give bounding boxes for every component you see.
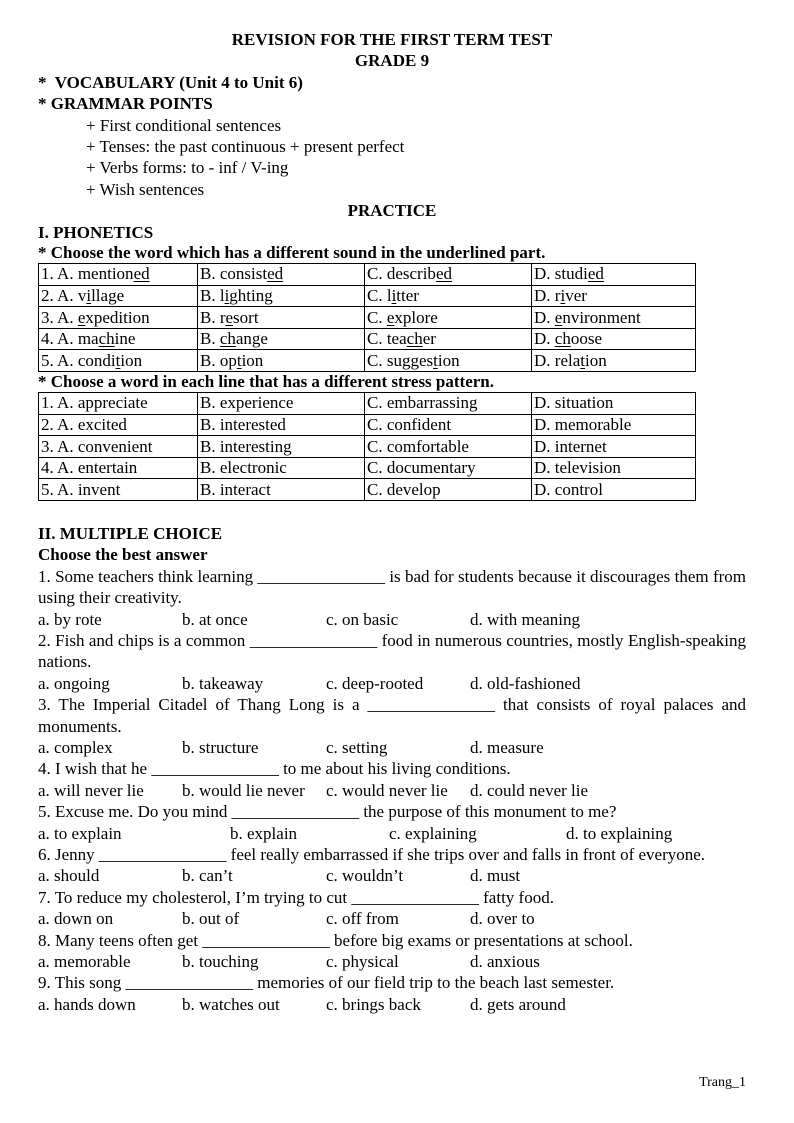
sound-option: 4. A. machine bbox=[39, 328, 198, 350]
sound-table bbox=[38, 263, 696, 372]
underlined-part: t bbox=[433, 350, 438, 370]
answer-option: c. wouldn’t bbox=[326, 866, 404, 886]
stress-option: B. experience bbox=[198, 393, 365, 415]
question-text: 9. This song _______________ memories of our field trip to the beach last semester. bbox=[38, 973, 615, 993]
stress-option: C. comfortable bbox=[365, 436, 532, 458]
sound-option: D. river bbox=[532, 285, 696, 307]
underlined-part: ed bbox=[267, 264, 284, 284]
underlined-part: i bbox=[560, 285, 566, 305]
underlined-part: e bbox=[77, 307, 86, 327]
stress-row bbox=[39, 414, 696, 436]
answer-option: a. hands down bbox=[38, 994, 136, 1014]
stress-option: B. interact bbox=[198, 479, 365, 501]
stress-option: 3. A. convenient bbox=[39, 436, 198, 458]
answer-options bbox=[38, 737, 746, 758]
stress-row bbox=[39, 436, 696, 458]
sound-option: C. described bbox=[365, 264, 532, 286]
stress-option: D. television bbox=[532, 457, 696, 479]
answer-option: d. gets around bbox=[470, 994, 566, 1014]
answer-option: d. with meaning bbox=[470, 609, 581, 629]
question-text: 4. I wish that he _______________ to me about his living conditions. bbox=[38, 759, 511, 779]
stress-table bbox=[38, 392, 696, 501]
answer-options bbox=[38, 951, 746, 972]
sound-instruction: * Choose the word which has a different sound in the underlined part. bbox=[38, 243, 546, 263]
stress-option: D. control bbox=[532, 479, 696, 501]
underlined-part: t bbox=[236, 350, 242, 370]
sound-row bbox=[39, 285, 696, 307]
stress-option: 5. A. invent bbox=[39, 479, 198, 501]
stress-option: D. internet bbox=[532, 436, 696, 458]
underlined-part: e bbox=[386, 307, 395, 327]
answer-option: c. on basic bbox=[326, 609, 399, 629]
question-list bbox=[38, 566, 746, 1015]
underlined-part: i bbox=[86, 285, 92, 305]
grammar-heading: * GRAMMAR POINTS bbox=[38, 94, 213, 114]
sound-option: B. resort bbox=[198, 307, 365, 329]
vocabulary-heading: * VOCABULARY (Unit 4 to Unit 6) bbox=[38, 72, 303, 92]
answer-option: b. at once bbox=[182, 609, 248, 629]
sound-option: C. suggestion bbox=[365, 350, 532, 372]
sound-option: C. teacher bbox=[365, 328, 532, 350]
answer-option: c. would never lie bbox=[326, 780, 448, 800]
sound-option: C. explore bbox=[365, 307, 532, 329]
question-text: 8. Many teens often get _______________ before big exams or presentations at school. bbox=[38, 930, 633, 950]
answer-option: a. should bbox=[38, 866, 100, 886]
question-text: 6. Jenny _______________ feel really embarrassed if she trips over and falls in front of everyone. bbox=[38, 845, 706, 865]
answer-options bbox=[38, 780, 746, 801]
underlined-part: ch bbox=[406, 329, 423, 349]
grade-label: GRADE 9 bbox=[354, 51, 430, 71]
stress-option: C. confident bbox=[365, 414, 532, 436]
answer-option: a. to explain bbox=[38, 823, 122, 843]
stress-option: 1. A. appreciate bbox=[39, 393, 198, 415]
answer-option: c. deep-rooted bbox=[326, 673, 424, 693]
multiple-choice-instruction: Choose the best answer bbox=[38, 545, 208, 565]
question-text: 7. To reduce my cholesterol, I’m trying to cut _______________ fatty food. bbox=[38, 887, 554, 907]
sound-row bbox=[39, 328, 696, 350]
answer-option: b. explain bbox=[230, 823, 298, 843]
answer-option: a. complex bbox=[38, 738, 113, 758]
sound-option: 3. A. expedition bbox=[39, 307, 198, 329]
sound-option: B. consisted bbox=[198, 264, 365, 286]
answer-option: b. watches out bbox=[182, 994, 280, 1014]
answer-option: a. by rote bbox=[38, 609, 102, 629]
sound-option: B. option bbox=[198, 350, 365, 372]
stress-option: B. electronic bbox=[198, 457, 365, 479]
answer-options bbox=[38, 823, 746, 844]
underlined-part: t bbox=[115, 350, 121, 370]
answer-options bbox=[38, 994, 746, 1015]
answer-option: b. touching bbox=[182, 952, 259, 972]
sound-row bbox=[39, 264, 696, 286]
grammar-point: + Wish sentences bbox=[86, 179, 205, 199]
answer-option: d. measure bbox=[470, 738, 544, 758]
stress-option: C. documentary bbox=[365, 457, 532, 479]
underlined-part: e bbox=[225, 307, 234, 327]
stress-option: 4. A. entertain bbox=[39, 457, 198, 479]
underlined-part: ed bbox=[587, 264, 604, 284]
answer-option: a. down on bbox=[38, 909, 114, 929]
answer-options bbox=[38, 908, 746, 929]
answer-option: d. could never lie bbox=[470, 780, 589, 800]
stress-option: B. interested bbox=[198, 414, 365, 436]
phonetics-heading: I. PHONETICS bbox=[38, 222, 154, 242]
answer-option: c. physical bbox=[326, 952, 399, 972]
answer-option: c. explaining bbox=[389, 823, 477, 843]
underlined-part: ch bbox=[98, 329, 115, 349]
question-text: 3. The Imperial Citadel of Thang Long is a _______________ that consists of royal palaces and monuments. bbox=[38, 695, 746, 736]
underlined-part: e bbox=[554, 307, 563, 327]
underlined-part: i bbox=[391, 285, 397, 305]
answer-options bbox=[38, 865, 746, 886]
sound-option: B. lighting bbox=[198, 285, 365, 307]
answer-option: d. to explaining bbox=[566, 823, 673, 843]
stress-option: C. develop bbox=[365, 479, 532, 501]
answer-option: d. must bbox=[470, 866, 521, 886]
sound-option: 5. A. condition bbox=[39, 350, 198, 372]
sound-option: D. choose bbox=[532, 328, 696, 350]
underlined-part: ed bbox=[133, 264, 150, 284]
answer-option: a. ongoing bbox=[38, 673, 110, 693]
stress-row bbox=[39, 479, 696, 501]
answer-option: d. old-fashioned bbox=[470, 673, 581, 693]
stress-option: 2. A. excited bbox=[39, 414, 198, 436]
document-title: REVISION FOR THE FIRST TERM TEST bbox=[231, 30, 553, 49]
answer-option: b. structure bbox=[182, 738, 259, 758]
stress-row bbox=[39, 393, 696, 415]
sound-option: D. relation bbox=[532, 350, 696, 372]
sound-option: 1. A. mentioned bbox=[39, 264, 198, 286]
sound-option: D. environment bbox=[532, 307, 696, 329]
answer-options bbox=[38, 609, 746, 630]
underlined-part: t bbox=[580, 350, 585, 370]
page-number: Trang_1 bbox=[699, 1075, 746, 1090]
question-text: 2. Fish and chips is a common _______________ food in numerous countries, mostly English-speaking nations. bbox=[38, 631, 746, 672]
underlined-part: ch bbox=[554, 329, 571, 349]
answer-option: d. anxious bbox=[470, 952, 540, 972]
worksheet-page bbox=[38, 29, 746, 1015]
answer-option: b. out of bbox=[182, 909, 240, 929]
question-text: 5. Excuse me. Do you mind _______________ the purpose of this monument to me? bbox=[38, 802, 617, 822]
practice-heading: PRACTICE bbox=[347, 201, 437, 221]
stress-option: B. interesting bbox=[198, 436, 365, 458]
underlined-part: ch bbox=[219, 329, 236, 349]
stress-option: C. embarrassing bbox=[365, 393, 532, 415]
underlined-part: ed bbox=[435, 264, 452, 284]
stress-instruction: * Choose a word in each line that has a different stress pattern. bbox=[38, 372, 494, 392]
sound-option: B. change bbox=[198, 328, 365, 350]
underlined-part: i bbox=[224, 285, 230, 305]
question-text: 1. Some teachers think learning _______________ is bad for students because it discourages them from using their creativity. bbox=[38, 566, 746, 608]
sound-row bbox=[39, 350, 696, 372]
grammar-point: + Verbs forms: to - inf / V-ing bbox=[86, 158, 289, 178]
sound-option: 2. A. village bbox=[39, 285, 198, 307]
answer-option: b. can’t bbox=[182, 866, 233, 886]
multiple-choice-heading: II. MULTIPLE CHOICE bbox=[38, 524, 223, 543]
answer-option: b. takeaway bbox=[182, 673, 264, 693]
answer-option: a. will never lie bbox=[38, 780, 144, 800]
answer-option: a. memorable bbox=[38, 952, 131, 972]
answer-option: c. off from bbox=[326, 909, 399, 929]
answer-options bbox=[38, 673, 746, 694]
stress-row bbox=[39, 457, 696, 479]
sound-option: D. studied bbox=[532, 264, 696, 286]
stress-option: D. situation bbox=[532, 393, 696, 415]
grammar-point: + Tenses: the past continuous + present perfect bbox=[86, 137, 405, 157]
answer-option: c. setting bbox=[326, 738, 388, 758]
answer-option: b. would lie never bbox=[182, 780, 305, 800]
sound-option: C. litter bbox=[365, 285, 532, 307]
stress-option: D. memorable bbox=[532, 414, 696, 436]
sound-row bbox=[39, 307, 696, 329]
answer-option: c. brings back bbox=[326, 994, 421, 1014]
answer-option: d. over to bbox=[470, 909, 535, 929]
grammar-point: + First conditional sentences bbox=[86, 115, 282, 135]
